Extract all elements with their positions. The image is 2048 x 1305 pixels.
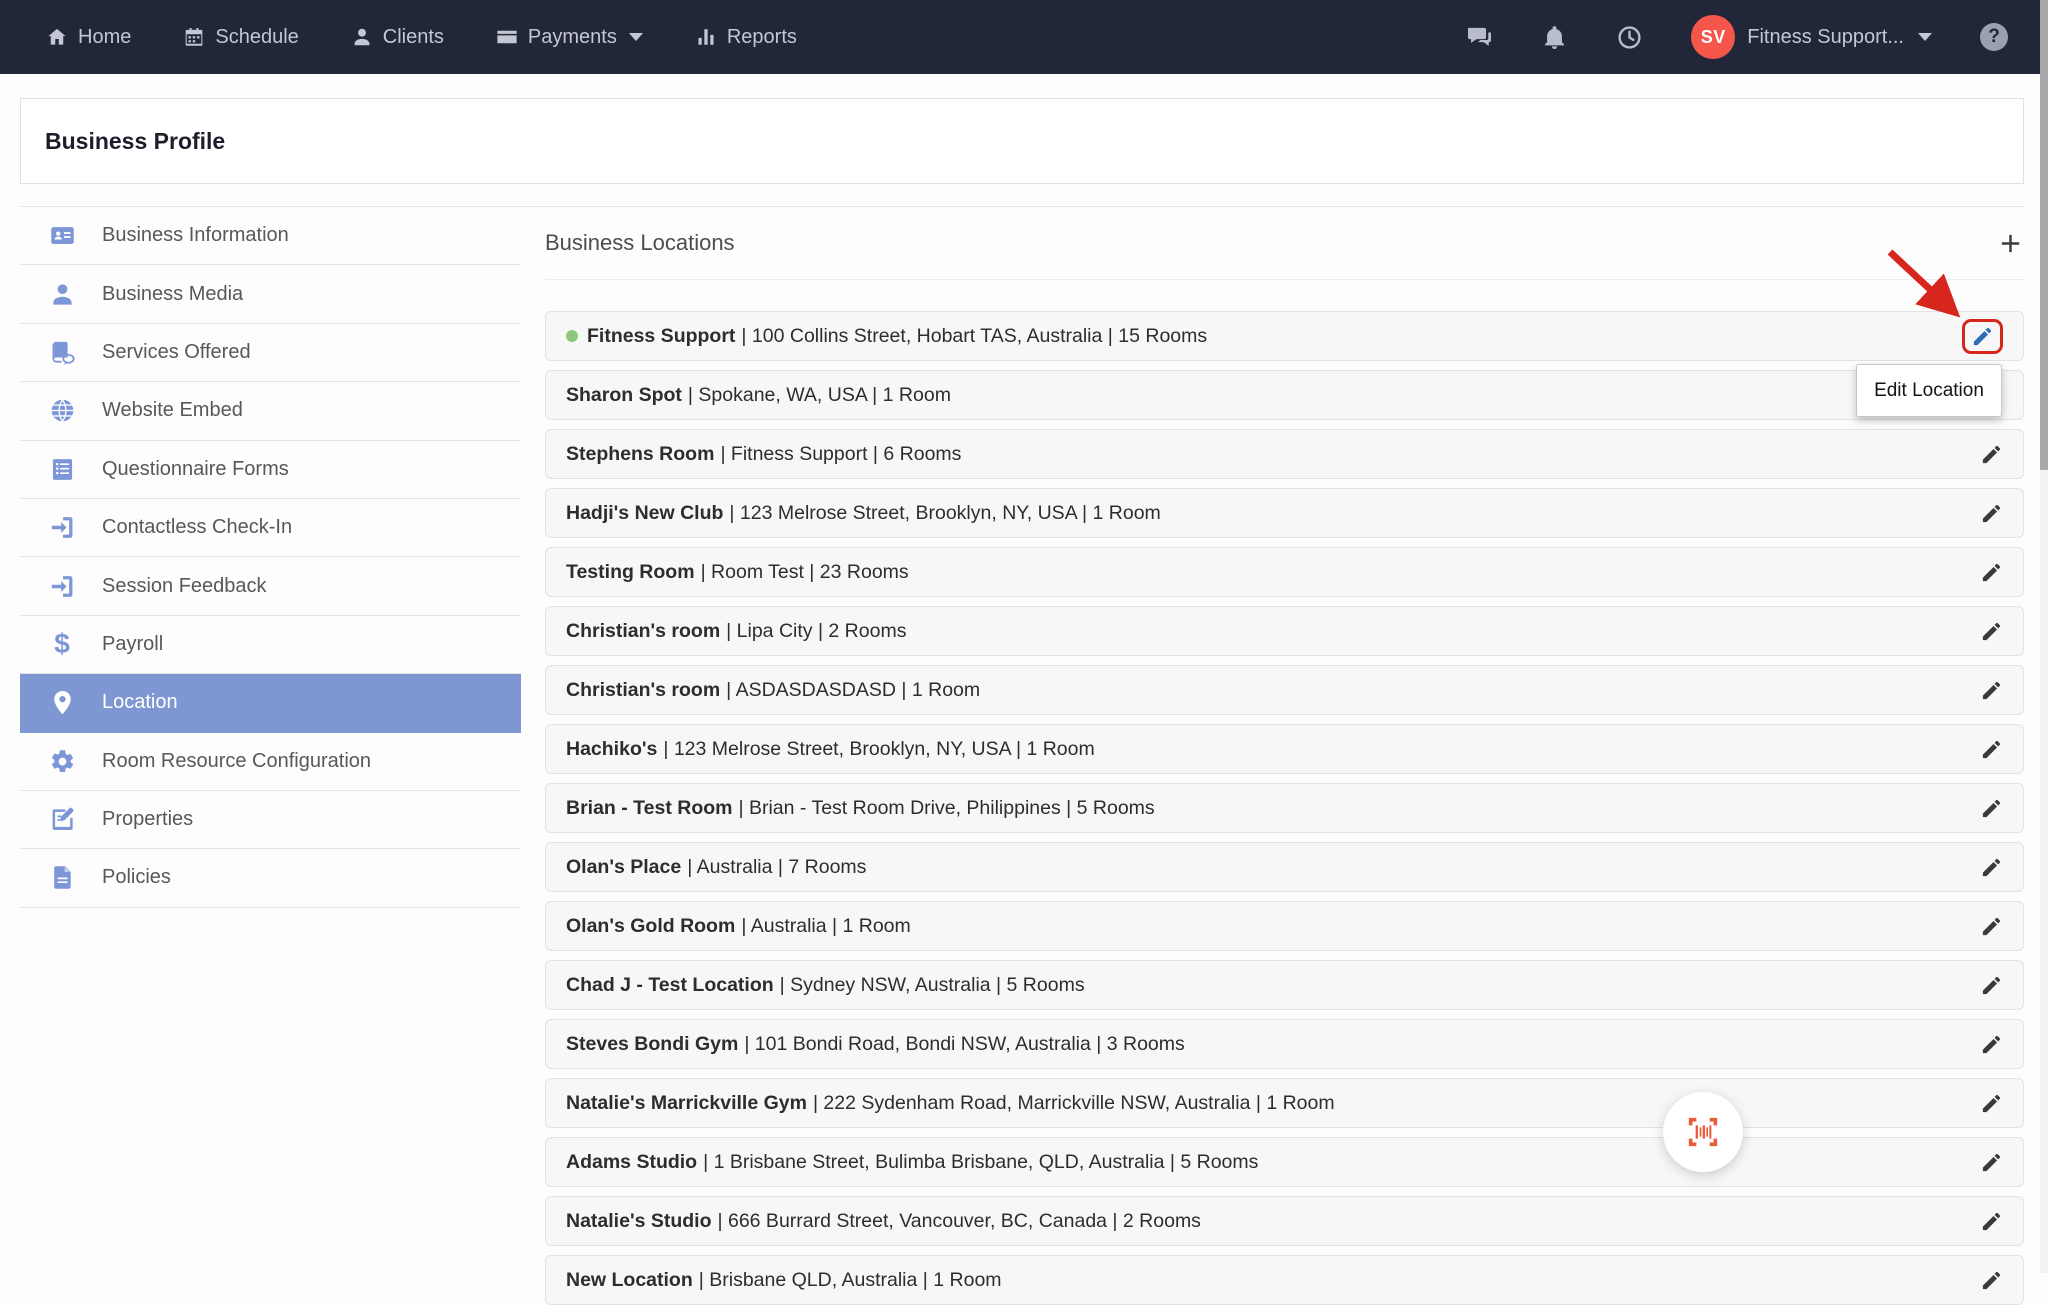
chat-button[interactable] [1466, 24, 1493, 51]
edit-location-button[interactable] [1980, 915, 2003, 938]
edit-location-button[interactable] [1971, 325, 1994, 348]
edit-location-button[interactable] [1980, 797, 2003, 820]
page-header-card [20, 98, 2024, 184]
edit-location-button[interactable] [1980, 1269, 2003, 1292]
document-icon [47, 864, 77, 891]
location-list [545, 311, 2024, 1305]
edit-location-button[interactable] [1980, 620, 2003, 643]
location-name: Hadji's New Club [566, 501, 724, 524]
avatar[interactable]: SV [1691, 15, 1735, 59]
location-name: Natalie's Marrickville Gym [566, 1091, 807, 1114]
chevron-down-icon [1918, 33, 1932, 41]
chat-icon [1466, 24, 1493, 51]
sidebar-item-label: Website Embed [102, 399, 243, 422]
edit-location-button[interactable] [1980, 1033, 2003, 1056]
account-menu[interactable] [1691, 15, 1932, 59]
location-name: Steves Bondi Gym [566, 1032, 739, 1055]
nav-item-label: Clients [382, 25, 444, 48]
globe-icon [47, 397, 77, 424]
sidebar-item-properties[interactable] [20, 791, 521, 849]
sign-in-icon [47, 573, 77, 600]
location-row [545, 1078, 2024, 1128]
edit-location-button[interactable] [1980, 1092, 2003, 1115]
sidebar-item-label: Business Media [102, 282, 244, 305]
sidebar-item-policies[interactable] [20, 849, 521, 907]
nav-item-payments[interactable] [496, 26, 643, 49]
edit-location-button[interactable] [1980, 974, 2003, 997]
location-details: | 666 Burrard Street, Vancouver, BC, Canada | 2 Rooms [717, 1209, 1201, 1232]
bell-button[interactable] [1541, 24, 1568, 51]
location-details: | Australia | 1 Room [741, 914, 911, 937]
edit-location-button[interactable] [1980, 1151, 2003, 1174]
sidebar-item-label: Payroll [102, 632, 164, 655]
navbar-items [46, 26, 797, 49]
chevron-down-icon [629, 33, 643, 41]
sidebar-item-label: Questionnaire Forms [102, 457, 289, 480]
reports-icon [695, 26, 717, 48]
edit-location-button[interactable] [1980, 443, 2003, 466]
help-icon[interactable]: ? [1980, 23, 2008, 51]
navbar-right-icons [1466, 24, 1643, 51]
location-name: Christian's room [566, 619, 721, 642]
nav-item-label: Home [78, 25, 132, 48]
barcode-scan-button[interactable] [1663, 1092, 1743, 1172]
location-row [545, 1255, 2024, 1305]
clients-icon [351, 26, 373, 48]
sidebar-item-business-media[interactable] [20, 265, 521, 323]
sidebar-item-label: Session Feedback [102, 574, 267, 597]
calendar-icon [183, 26, 205, 48]
nav-item-label: Reports [726, 25, 797, 48]
edit-location-button[interactable] [1980, 1210, 2003, 1233]
sidebar-item-contactless-check-in[interactable] [20, 499, 521, 557]
clock-button[interactable] [1616, 24, 1643, 51]
location-row [545, 606, 2024, 656]
nav-item-home[interactable] [46, 26, 131, 49]
sidebar-item-label: Contactless Check-In [102, 516, 293, 539]
location-row [545, 547, 2024, 597]
location-name: Adams Studio [566, 1150, 698, 1173]
location-row [545, 370, 2024, 420]
id-card-icon [47, 222, 77, 249]
edit-location-button[interactable] [1980, 738, 2003, 761]
add-location-button[interactable] [1997, 230, 2024, 257]
location-row [545, 724, 2024, 774]
sidebar-item-label: Location [102, 691, 178, 714]
location-row [545, 429, 2024, 479]
sidebar-item-label: Room Resource Configuration [102, 749, 372, 772]
section-title: Business Locations [545, 230, 735, 255]
edit-location-button[interactable] [1980, 502, 2003, 525]
map-pin-icon [47, 689, 77, 716]
page-scrollbar[interactable] [2040, 0, 2048, 1273]
nav-item-clients[interactable] [351, 26, 444, 49]
sidebar-item-label: Business Information [102, 224, 289, 247]
edit-location-button[interactable] [1980, 679, 2003, 702]
edit-location-tooltip: Edit Location [1856, 364, 2002, 417]
sidebar-item-location[interactable] [20, 674, 521, 732]
note-pen-icon [47, 806, 77, 833]
nav-item-schedule[interactable] [183, 26, 298, 49]
page-title: Business Profile [45, 127, 226, 154]
list-icon [47, 456, 77, 483]
location-name: Natalie's Studio [566, 1209, 712, 1232]
location-details: | 101 Bondi Road, Bondi NSW, Australia | 3 Rooms [744, 1032, 1185, 1055]
nav-item-label: Payments [527, 25, 617, 48]
location-name: Brian - Test Room [566, 796, 733, 819]
dollar-icon: $ [54, 628, 70, 660]
sidebar-item-website-embed[interactable] [20, 382, 521, 440]
sidebar-item-room-resource-configuration[interactable] [20, 733, 521, 791]
edit-location-button[interactable] [1980, 856, 2003, 879]
location-details: | Brian - Test Room Drive, Philippines | 5 Rooms [738, 796, 1155, 819]
settings-sidebar [20, 207, 521, 1305]
clock-icon [1616, 24, 1643, 51]
account-label: Fitness Support... [1747, 25, 1904, 48]
location-details: | ASDASDASDASD | 1 Room [726, 678, 981, 701]
sidebar-item-label: Policies [102, 866, 171, 889]
divider [545, 279, 2024, 280]
barcode-scan-icon [1683, 1112, 1723, 1152]
location-row [545, 901, 2024, 951]
location-row [545, 488, 2024, 538]
scrollbar-thumb[interactable] [2040, 0, 2048, 470]
home-icon [46, 26, 68, 48]
location-name: Testing Room [566, 560, 695, 583]
person-icon [47, 281, 77, 308]
sidebar-item-business-information[interactable] [20, 207, 521, 265]
gear-icon [47, 748, 77, 775]
main-header [545, 207, 2024, 279]
location-details: | Sydney NSW, Australia | 5 Rooms [779, 973, 1085, 996]
location-name: Christian's room [566, 678, 721, 701]
location-name: Sharon Spot [566, 383, 682, 406]
location-row [545, 783, 2024, 833]
location-details: | 123 Melrose Street, Brooklyn, NY, USA | 1 Room [729, 501, 1161, 524]
location-name: Fitness Support [587, 324, 736, 347]
sidebar-item-payroll[interactable] [20, 616, 521, 674]
location-details: | Spokane, WA, USA | 1 Room [687, 383, 951, 406]
location-details: | Fitness Support | 6 Rooms [720, 442, 962, 465]
navbar-right [1466, 15, 2008, 59]
location-row [545, 311, 2024, 361]
location-row [545, 665, 2024, 715]
nav-item-reports[interactable] [695, 26, 797, 49]
location-row [545, 1196, 2024, 1246]
location-details: | 123 Melrose Street, Brooklyn, NY, USA | 1 Room [663, 737, 1095, 760]
location-name: Olan's Place [566, 855, 682, 878]
sidebar-item-questionnaire-forms[interactable] [20, 441, 521, 499]
location-name: New Location [566, 1268, 693, 1291]
top-navbar [0, 0, 2048, 74]
location-details: | 222 Sydenham Road, Marrickville NSW, Australia | 1 Room [812, 1091, 1335, 1114]
location-row [545, 960, 2024, 1010]
location-details: | Room Test | 23 Rooms [700, 560, 909, 583]
location-details: | Lipa City | 2 Rooms [726, 619, 907, 642]
location-name: Stephens Room [566, 442, 715, 465]
location-name: Hachiko's [566, 737, 658, 760]
location-details: | 1 Brisbane Street, Bulimba Brisbane, QLD, Australia | 5 Rooms [703, 1150, 1259, 1173]
location-row [545, 1137, 2024, 1187]
location-name: Chad J - Test Location [566, 973, 774, 996]
active-status-dot [566, 330, 578, 342]
location-row [545, 842, 2024, 892]
sidebar-item-label: Services Offered [102, 340, 251, 363]
location-details: | 100 Collins Street, Hobart TAS, Australia | 15 Rooms [741, 324, 1208, 347]
payments-icon [496, 26, 518, 48]
sign-in-icon [47, 514, 77, 541]
location-row [545, 1019, 2024, 1069]
sidebar-item-services-offered[interactable] [20, 324, 521, 382]
main-panel [545, 207, 2024, 1305]
location-name: Olan's Gold Room [566, 914, 736, 937]
bell-icon [1541, 24, 1568, 51]
sidebar-item-session-feedback[interactable] [20, 557, 521, 615]
location-details: | Australia | 7 Rooms [687, 855, 867, 878]
location-details: | Brisbane QLD, Australia | 1 Room [698, 1268, 1002, 1291]
annotation-highlight-box [1962, 319, 2003, 354]
edit-location-button[interactable] [1980, 561, 2003, 584]
sidebar-item-label: Properties [102, 808, 194, 831]
book-chat-icon [47, 339, 77, 366]
nav-item-label: Schedule [215, 25, 299, 48]
